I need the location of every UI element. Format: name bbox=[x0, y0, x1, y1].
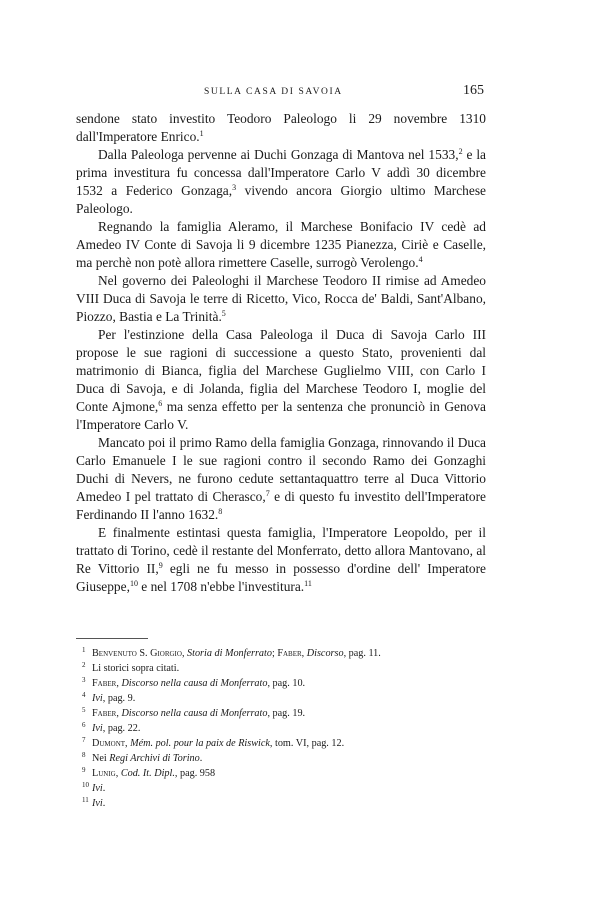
footnote bbox=[76, 796, 486, 811]
footnote-reference[interactable]: 10 bbox=[129, 579, 138, 588]
body-paragraph bbox=[76, 434, 486, 524]
footnote-text: , bbox=[125, 738, 131, 749]
footnote-text: Ivi bbox=[92, 693, 103, 704]
paragraph-text: Nel governo dei Paleologhi il Marchese Teodoro II rimise ad Amedeo VIII Duca di Savoja le terre di Ricetto, Vico, Rocca de' Baldi, Sant'Albano, Piozzo, Bastia e La Trinità. bbox=[76, 273, 486, 324]
footnote bbox=[76, 661, 486, 676]
footnote-number: 10 bbox=[82, 781, 89, 789]
footnote-text: , pag. 958 bbox=[174, 768, 216, 779]
paragraph-text: e di questo fu investito dell'Imperatore Ferdinando II l'anno 1632. bbox=[76, 489, 486, 522]
footnote-text: Faber bbox=[92, 708, 117, 719]
footnote-text: Ivi bbox=[92, 783, 103, 794]
footnote-text: Ivi bbox=[92, 798, 103, 809]
paragraph-text: sendone stato investito Teodoro Paleologo li 29 novembre 1310 dall'Imperatore Enrico. bbox=[76, 111, 486, 144]
footnote-text: Lunig bbox=[92, 768, 116, 779]
running-title: SULLA CASA DI SAVOIA bbox=[204, 87, 343, 97]
footnote-text: , bbox=[116, 678, 122, 689]
footnote-reference[interactable]: 4 bbox=[418, 255, 423, 264]
footnote-text: , pag. 22. bbox=[102, 723, 141, 734]
footnote-text: , pag. 9. bbox=[102, 693, 136, 704]
footnote-text: , pag. 19. bbox=[267, 708, 306, 719]
footnote-text: Benvenuto S. Giorgio bbox=[92, 648, 182, 659]
footnote-text: , tom. VI, pag. 12. bbox=[269, 738, 345, 749]
footnote-number: 1 bbox=[82, 646, 86, 654]
footnote bbox=[76, 691, 486, 706]
paragraph-text: ma senza effetto per la sentenza che pronunciò in Genova l'Imperatore Carlo V. bbox=[76, 399, 486, 432]
footnote-number: 2 bbox=[82, 661, 86, 669]
page-header bbox=[76, 83, 486, 103]
footnote-text: Regi Archivi di Torino bbox=[109, 753, 200, 764]
footnote-reference[interactable]: 7 bbox=[265, 489, 270, 498]
footnotes bbox=[76, 646, 486, 811]
footnote-number: 8 bbox=[82, 751, 86, 759]
paragraph-text: Dalla Paleologa pervenne ai Duchi Gonzaga di Mantova nel 1533, bbox=[98, 147, 459, 162]
footnote-text: Ivi bbox=[92, 723, 103, 734]
body-paragraph bbox=[76, 326, 486, 434]
footnote-number: 3 bbox=[82, 676, 86, 684]
footnote-text: Faber bbox=[92, 678, 117, 689]
paragraph-text: vivendo ancora Giorgio ultimo Marchese Paleologo. bbox=[76, 183, 486, 216]
footnote-reference[interactable]: 3 bbox=[232, 183, 237, 192]
footnote-text: Faber bbox=[277, 648, 302, 659]
footnote-text: , pag. 10. bbox=[267, 678, 306, 689]
paragraph-text: egli ne fu messo in possesso d'ordine dell' Imperatore Giuseppe, bbox=[76, 561, 486, 594]
footnote-text: Discorso bbox=[306, 648, 344, 659]
footnote-reference[interactable]: 1 bbox=[199, 129, 204, 138]
page-number: 165 bbox=[463, 83, 484, 98]
footnote-text: Discorso nella causa di Monferrato bbox=[121, 678, 268, 689]
footnote-text: Discorso nella causa di Monferrato bbox=[121, 708, 268, 719]
footnote-text: . bbox=[102, 798, 106, 809]
footnote-reference[interactable]: 8 bbox=[218, 507, 223, 516]
footnote-reference[interactable]: 9 bbox=[158, 561, 163, 570]
paragraph-text: Regnando la famiglia Aleramo, il Marchese Bonifacio IV cedè ad Amedeo IV Conte di Savoja li 9 dicembre 1235 Pianezza, Ciriè e Caselle, ma perchè non potè allora rimettere Caselle, surrogò Verolengo. bbox=[76, 219, 486, 270]
footnote bbox=[76, 646, 486, 661]
footnote-text: , pag. 11. bbox=[343, 648, 381, 659]
footnote bbox=[76, 676, 486, 691]
footnote bbox=[76, 721, 486, 736]
body-paragraph bbox=[76, 218, 486, 272]
paragraph-text: Mancato poi il primo Ramo della famiglia Gonzaga, rinnovando il Duca Carlo Emanuele I le sue ragioni contro il secondo Ramo dei Gonzaghi Duchi di Nevers, ne furono cedute settantaquattro terre al Duca Vittorio Amedeo I pel trattato di Cherasco, bbox=[76, 435, 486, 504]
footnote-number: 5 bbox=[82, 706, 86, 714]
footnote bbox=[76, 766, 486, 781]
footnote-number: 6 bbox=[82, 721, 86, 729]
footnote-text: Storia di Monferrato bbox=[187, 648, 272, 659]
footnote bbox=[76, 736, 486, 751]
body-paragraph bbox=[76, 110, 486, 146]
footnote bbox=[76, 781, 486, 796]
footnote-text: . bbox=[199, 753, 203, 764]
paragraph-text: Per l'estinzione della Casa Paleologa il Duca di Savoja Carlo III propose le sue ragioni di successione a questo Stato, provenienti dal matrimonio di Bianca, figlia del Marchese Guglielmo VIII, con Carlo I Duca di Savoja, e di Jolanda, figlia del Marchese Teodoro I, moglie del Conte Ajmone, bbox=[76, 327, 486, 414]
footnote-text: , bbox=[301, 648, 307, 659]
body-paragraph bbox=[76, 146, 486, 218]
footnote bbox=[76, 751, 486, 766]
footnote-divider bbox=[76, 638, 148, 639]
footnote-text: Nei bbox=[92, 753, 110, 764]
footnote-number: 4 bbox=[82, 691, 86, 699]
footnote-text: , bbox=[115, 768, 121, 779]
footnote bbox=[76, 706, 486, 721]
footnote-text: ; bbox=[271, 648, 278, 659]
body-paragraph bbox=[76, 272, 486, 326]
footnote-reference[interactable]: 6 bbox=[158, 399, 163, 408]
footnote-number: 9 bbox=[82, 766, 86, 774]
footnote-text: Li storici sopra citati. bbox=[92, 663, 180, 674]
footnote-text: Cod. It. Dipl. bbox=[120, 768, 175, 779]
footnote-number: 7 bbox=[82, 736, 86, 744]
footnote-text: , bbox=[116, 708, 122, 719]
paragraph-text: E finalmente estintasi questa famiglia, l'Imperatore Leopoldo, per il trattato di Torino, cedè il restante del Monferrato, detto allora Mantovano, al Re Vittorio II, bbox=[76, 525, 486, 576]
body-paragraph bbox=[76, 524, 486, 596]
footnote-text: , bbox=[181, 648, 188, 659]
footnote-text: Dumont bbox=[92, 738, 126, 749]
paragraph-text: e nel 1708 n'ebbe l'investitura. bbox=[137, 579, 305, 594]
footnote-text: . bbox=[102, 783, 106, 794]
footnote-text: Mém. pol. pour la paix de Riswick bbox=[130, 738, 270, 749]
body-text bbox=[76, 110, 486, 596]
footnote-reference[interactable]: 5 bbox=[221, 309, 226, 318]
footnote-reference[interactable]: 11 bbox=[304, 579, 312, 588]
paragraph-text: e la prima investitura fu concessa dall'Imperatore Carlo V addì 30 dicembre 1532 a Federico Gonzaga, bbox=[76, 147, 486, 198]
footnote-reference[interactable]: 2 bbox=[458, 147, 463, 156]
footnote-number: 11 bbox=[82, 796, 89, 804]
